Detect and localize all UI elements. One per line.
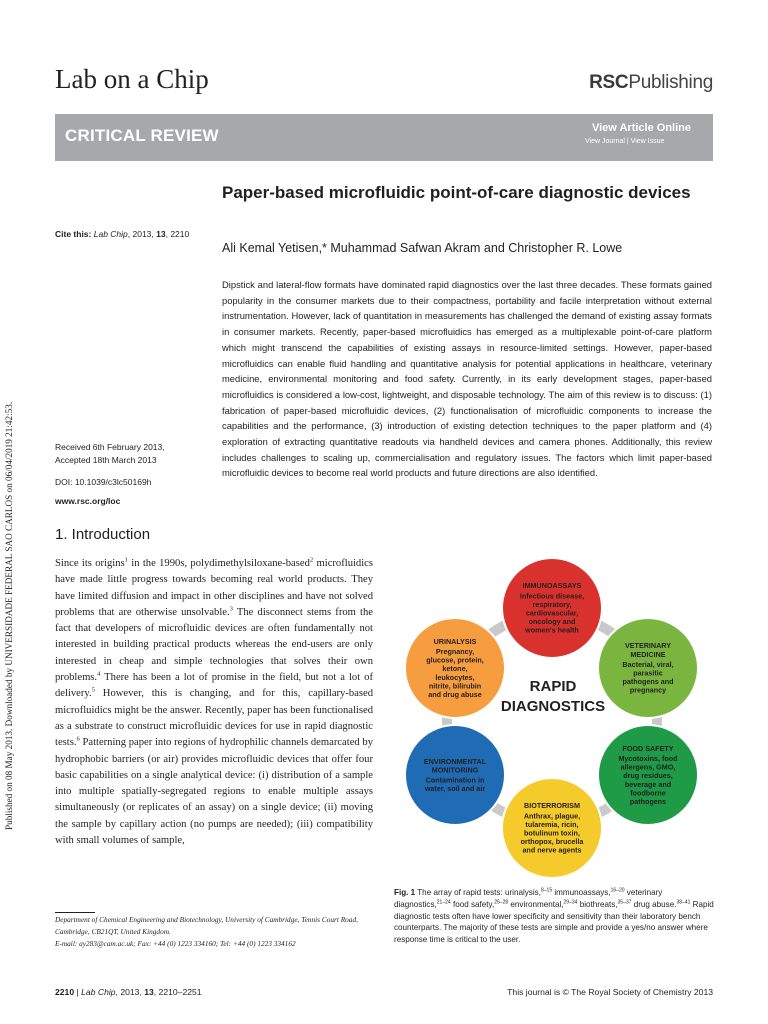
circle-text-immunoassays: women's health	[525, 625, 579, 635]
figure-label: Fig. 1	[394, 888, 416, 897]
circle-text-immunoassays: respiratory,	[532, 599, 572, 609]
footer-page-number: 2210	[55, 987, 75, 997]
circle-text-food-safety: allergens, GMO,	[620, 762, 676, 772]
circle-text-food-safety: drug residues,	[623, 771, 673, 781]
intro-paragraph: Since its origins$^1$ in the 1990s, polydimethylsiloxane-based$^2$ microfluidics have made little progress towards becoming real world products. They have limited diffusion and impact in other disciplines and have not solved problems that are otherwise unsolvable.$^3$ The disconnect stems from the fact that developers of microfluidic devices are often fundamentally not interested in building practical products whereas the end-users are only interested in cheap and simple technologies that solves their own problems.$^4$ There has been a lot of promise in the field, but not a lot of delivery.$^5$ However, this is changing, and for this, capillary-based microfluidics might be the answer. Recently, paper has been functionalised as a substrate to construct microfluidic devices for use in rapid diagnostic tests.$^6$ Patterning paper into regions of hydrophilic channels demarcated by hydrophobic barriers (or air) provides microfluidic devices that offer four basic capabilities on a single analytical device: (i) distribution of a sample into multiple spatially-segregated regions to enable multiple assays simultaneously (or replicates of an assay) on a single device; (ii) moving the sample by capillary action (no pumps are needed); (iii) compatibility with small volumes of sample,	[55, 556, 373, 847]
publisher-publishing: Publishing	[628, 72, 713, 93]
affiliation-address: Department of Chemical Engineering and Biotechnology, University of Cambridge, Tennis Court Road, Cambridge, CB21QT, United Kingdom.	[55, 915, 358, 936]
section-banner	[55, 114, 713, 161]
footnote-divider	[55, 912, 95, 913]
circle-text-bioterrorism: Anthrax, plague,	[523, 811, 581, 821]
circle-text-urinalysis: and drug abuse	[428, 690, 482, 699]
circle-text-bioterrorism: and nerve agents	[522, 845, 582, 855]
author-affiliation	[55, 914, 385, 950]
ref-link[interactable]: 5	[91, 686, 95, 694]
ref-link[interactable]: 29–34	[563, 899, 578, 906]
ref-link[interactable]: 21–24	[436, 899, 451, 906]
cite-year: , 2013,	[127, 229, 157, 239]
cite-pages: , 2210	[165, 229, 190, 239]
circle-text-food-safety: foodborne	[630, 788, 666, 798]
ref-link[interactable]: 2	[309, 556, 314, 564]
view-article-online-link[interactable]: View Article Online	[591, 122, 691, 134]
journal-title: Lab on a Chip	[55, 64, 209, 94]
circle-environmental-monitoring	[405, 725, 505, 825]
circle-urinalysis	[405, 618, 505, 718]
circle-text-environmental-monitoring: Contamination in	[425, 775, 485, 785]
ref-link[interactable]: 4	[97, 670, 101, 678]
circle-title-environmental-monitoring: MONITORING	[431, 765, 479, 775]
ref-link[interactable]: 3	[229, 605, 233, 613]
footer-copyright: This journal is © The Royal Society of Chemistry 2013	[507, 987, 713, 997]
publisher-rsc: RSC	[589, 72, 629, 93]
footer-volume: 13	[144, 987, 154, 997]
circle-text-immunoassays: oncology and	[528, 617, 576, 627]
circle-text-veterinary-medicine: parasitic	[633, 668, 663, 678]
ref-link[interactable]: 35–37	[617, 899, 632, 906]
download-watermark-text: Published on 08 May 2013. Downloaded by UNIVERSIDADE FEDERAL SAO CARLOS on 06/04/2019 21:42:53.	[4, 401, 14, 830]
circle-title-immunoassays: IMMUNOASSAYS	[522, 581, 582, 591]
figure-caption: Fig. 1 The array of rapid tests: urinalysis,$^{8-15}$ immunoassays,$^{16-20}$ veterinary diagnostics,$^{21-24}$ food safety,$^{25-28}$ environmental,$^{29-34}$ biothreats,$^{35-37}$ drug abuse.$^{38-41}$ Rapid diagnostic tests often have lower specificity and sensitivity than their laboratory bench counterparts. The majority of these tests are simple and provide a yes/no answer where response time is critical to the user.	[394, 887, 714, 945]
section-heading-introduction: 1. Introduction	[55, 526, 151, 543]
ref-link[interactable]: 38–41	[676, 899, 691, 906]
circle-text-food-safety: Mycotoxins, food	[618, 754, 678, 763]
circle-bioterrorism	[502, 778, 602, 877]
accepted-date: Accepted 18th March 2013	[55, 454, 157, 465]
circle-title-bioterrorism: BIOTERRORISM	[524, 801, 580, 811]
circle-immunoassays	[502, 558, 602, 658]
circle-title-veterinary-medicine: MEDICINE	[630, 649, 666, 659]
circle-text-veterinary-medicine: Bacterial, viral,	[622, 659, 674, 669]
circle-text-urinalysis: Pregnancy,	[435, 647, 475, 656]
article-title: Paper-based microfluidic point-of-care diagnostic devices	[222, 183, 691, 202]
circle-text-environmental-monitoring: water, soil and air	[424, 784, 486, 794]
figure-center-line1: RAPID	[529, 678, 577, 695]
cite-label: Cite this:	[55, 229, 92, 239]
author-list: Ali Kemal Yetisen,* Muhammad Safwan Akram and Christopher R. Lowe	[222, 241, 623, 255]
circle-food-safety	[598, 725, 698, 825]
circle-text-food-safety: pathogens	[629, 797, 667, 806]
circle-veterinary-medicine	[598, 618, 698, 718]
circle-text-veterinary-medicine: pathogens and	[622, 677, 674, 687]
view-journal-issue-links[interactable]: View Journal | View Issue	[585, 138, 665, 145]
section-label: CRITICAL REVIEW	[65, 126, 219, 145]
circle-text-bioterrorism: tularemia, ricin,	[525, 819, 579, 829]
journal-url[interactable]: www.rsc.org/loc	[55, 496, 121, 506]
circle-text-urinalysis: nitrite, bilirubin	[428, 681, 482, 691]
circle-text-urinalysis: ketone,	[442, 664, 468, 674]
footer-journal: Lab Chip	[81, 987, 116, 997]
doi[interactable]: DOI: 10.1039/c3lc50169h	[55, 477, 152, 487]
circle-title-urinalysis: URINALYSIS	[433, 636, 477, 646]
ref-link[interactable]: 8–15	[540, 887, 553, 894]
circle-title-food-safety: FOOD SAFETY	[622, 743, 674, 753]
circle-text-bioterrorism: orthopox, brucella	[520, 837, 584, 847]
circle-title-veterinary-medicine: VETERINARY	[624, 641, 672, 651]
ref-link[interactable]: 1	[124, 556, 128, 564]
figure-1-rapid-diagnostics	[395, 535, 715, 877]
citation	[55, 229, 189, 239]
cite-volume: 13	[156, 229, 166, 239]
footer-citation: 2210 | Lab Chip, 2013, 13, 2210–2251	[55, 987, 202, 997]
figure-center-line2: DIAGNOSTICS	[500, 698, 606, 715]
circle-title-environmental-monitoring: ENVIRONMENTAL	[423, 756, 487, 766]
circle-text-immunoassays: cardiovascular,	[525, 608, 579, 618]
circle-text-immunoassays: Infectious disease,	[519, 591, 585, 601]
circle-text-urinalysis: leukocytes,	[435, 672, 475, 682]
circle-text-bioterrorism: botulinum toxin,	[524, 828, 580, 838]
cite-journal: Lab Chip	[93, 229, 128, 239]
circle-text-food-safety: beverage and	[624, 779, 672, 789]
ref-link[interactable]: 25–28	[494, 899, 509, 906]
affiliation-contact: E-mail: ay283@cam.ac.uk; Fax: +44 (0) 1223 334160; Tel: +44 (0) 1223 334162	[55, 939, 296, 948]
received-dates	[55, 441, 165, 466]
circle-text-veterinary-medicine: pregnancy	[629, 685, 667, 695]
received-date: Received 6th February 2013,	[55, 442, 165, 452]
ref-link[interactable]: 6	[76, 735, 80, 743]
abstract: Dipstick and lateral-flow formats have dominated rapid diagnostics over the last three decades. These formats gained popularity in the consumer markets due to their compactness, portability and facile interpretation without external instrumentation. However, lack of quantitation in measurements has challenged the demand of existing assay formats in consumer markets. Recently, paper-based microfluidics has emerged as a multiplexable point-of-care platform which might transcend the capabilities of existing assays in resource-limited settings. However, paper-based microfluidics can enable fluid handling and quantitative analysis for potential applications in healthcare, veterinary medicine, environmental monitoring and food safety. Currently, in its early development stages, paper-based microfluidics is considered a low-cost, lightweight, and disposable technology. The aim of this review is to discuss: (1) fabrication of paper-based microfluidic devices, (2) functionalisation of microfluidic components to increase the capabilities and the performance, (3) introduction of existing detection techniques to the paper platform and (4) exploration of extracting quantitative readouts via handheld devices and camera phones. Additionally, this review includes challenges to scaling up, commercialisation and regulatory issues. The factors which limit paper-based microfluidic devices to become real world products and future directions are also identified.	[222, 279, 712, 479]
circle-text-urinalysis: glucose, protein,	[426, 655, 484, 665]
download-watermark	[4, 140, 16, 840]
ref-link[interactable]: 16–20	[610, 887, 625, 894]
publisher-logo	[589, 72, 713, 94]
